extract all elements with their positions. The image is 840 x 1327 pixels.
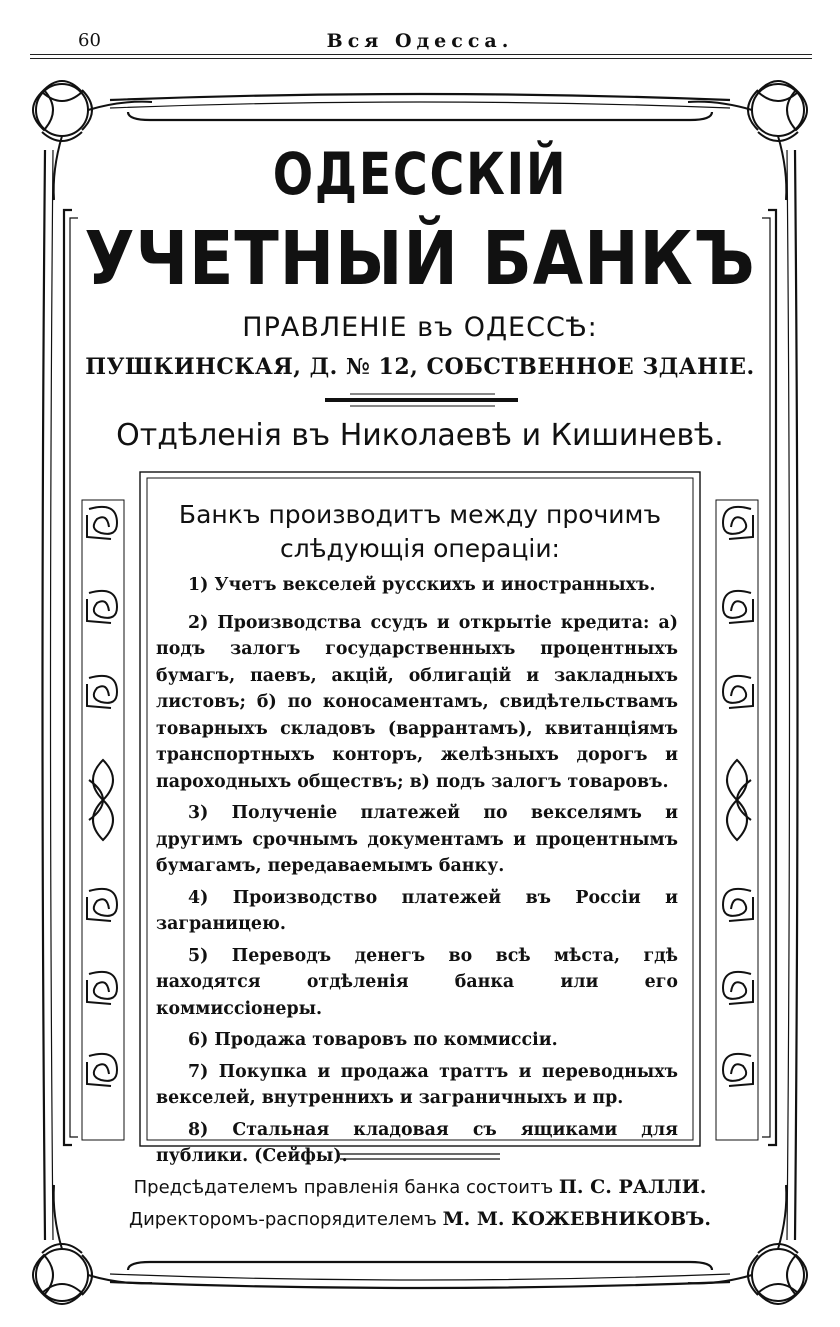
- operation-item: 6) Продажа товаровъ по коммиссіи.: [188, 1030, 558, 1050]
- director-prefix: Директоромъ-распорядителемъ: [129, 1209, 437, 1230]
- operation-item: 8) Стальная кладовая съ ящиками для публики. (Сейфы).: [156, 1119, 678, 1166]
- operation-item: 4) Производство платежей въ Россіи и заграницею.: [156, 887, 678, 934]
- bank-title-line-2: УЧЕТНЫЙ БАНКЪ: [84, 216, 756, 302]
- operation-item: 2) Производства ссудъ и открытіе кредита: а) подъ залогъ государственныхъ процентныхъ бумагъ, паевъ, акцій, облигацій и закладныхъ листовъ; б) по коносаментамъ, свидѣтельствамъ товарныхъ складовъ (варрантамъ), квитанціямъ транспортныхъ конторъ, желѣзныхъ дорогъ и пароходныхъ обществъ; в) подъ залогъ товаровъ.: [156, 612, 678, 792]
- operations-heading-line-1: Банкъ производитъ между прочимъ: [178, 500, 662, 529]
- director-line: [0, 1208, 840, 1230]
- bank-address: ПУШКИНСКАЯ, Д. № 12, СОБСТВЕННОЕ ЗДАНІЕ.: [85, 354, 755, 380]
- bank-title-line-1: ОДЕССКІЙ: [272, 140, 568, 208]
- operation-item: 5) Переводъ денегъ во всѣ мѣста, гдѣ находятся отдѣленія банка или его коммиссіонеры.: [156, 945, 678, 1019]
- chairman-line: [0, 1176, 840, 1198]
- page-number: 60: [78, 30, 101, 51]
- running-title: Вся Одесса.: [326, 30, 514, 52]
- operations-list: [156, 572, 678, 1175]
- operations-heading-line-2: слѣдующія операціи:: [280, 534, 560, 563]
- branch-offices: Отдѣленія въ Николаевѣ и Кишиневѣ.: [116, 418, 724, 453]
- operation-item: 3) Полученіе платежей по векселямъ и другимъ срочнымъ документамъ и процентнымъ бумагамъ, передаваемымъ банку.: [156, 803, 678, 876]
- operation-item: 7) Покупка и продажа траттъ и переводныхъ векселей, внутреннихъ и заграничныхъ и пр.: [156, 1061, 678, 1108]
- operations-heading: [150, 498, 690, 566]
- operation-item: 1) Учетъ векселей русскихъ и иностранныхъ.: [188, 575, 656, 595]
- director-name: М. М. КОЖЕВНИКОВЪ.: [442, 1208, 711, 1230]
- chairman-name: П. С. РАЛЛИ.: [558, 1176, 707, 1198]
- board-location: ПРАВЛЕНІЕ въ ОДЕССѢ:: [242, 312, 598, 343]
- chairman-prefix: Предсѣдателемъ правленія банка состоитъ: [133, 1177, 554, 1198]
